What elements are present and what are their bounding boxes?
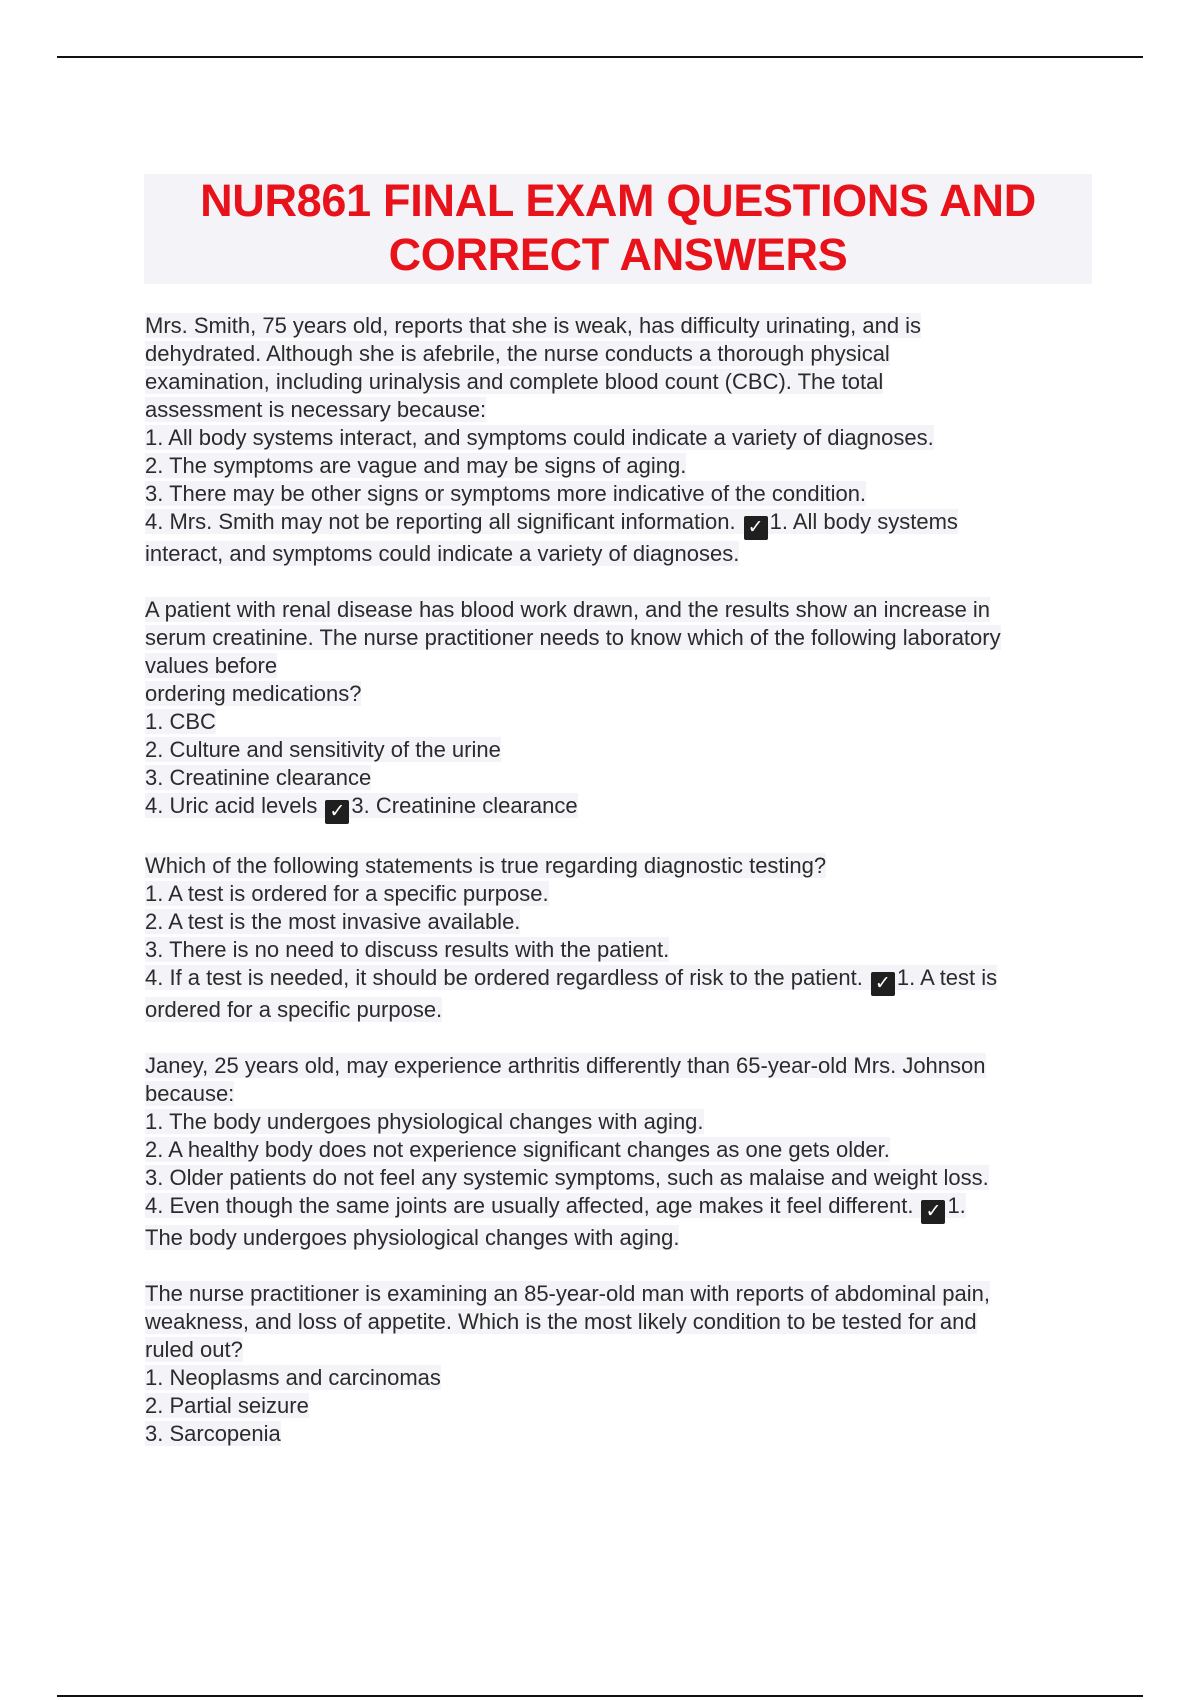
question-stem-line: A patient with renal disease has blood work drawn, and the results show an increase in <box>145 597 991 622</box>
question-stem-line: ruled out? <box>145 1337 243 1362</box>
question-stem-line: Janey, 25 years old, may experience arthritis differently than 65-year-old Mrs. Johnson <box>145 1053 986 1078</box>
bottom-divider <box>57 1695 1143 1697</box>
question-stem-line: values before <box>145 653 278 678</box>
answer-option: 3. There may be other signs or symptoms more indicative of the condition. <box>145 481 867 506</box>
correct-answer: 1. <box>947 1193 966 1218</box>
answer-option: 3. There is no need to discuss results with the patient. <box>145 937 670 962</box>
correct-answer-continued: interact, and symptoms could indicate a variety of diagnoses. <box>145 541 740 566</box>
question-stem-line: serum creatinine. The nurse practitioner needs to know which of the following laboratory <box>145 625 1001 650</box>
document-title <box>144 174 1092 284</box>
title-line-1: NUR861 FINAL EXAM QUESTIONS AND <box>200 175 1036 226</box>
question-stem-line: ordering medications? <box>145 681 362 706</box>
question-5 <box>145 1280 1100 1448</box>
question-1 <box>145 312 1100 568</box>
top-divider <box>57 56 1143 58</box>
answer-option-with-key: 4. Mrs. Smith may not be reporting all significant information. ✓ 1. All body systems <box>145 509 958 538</box>
question-stem-line: examination, including urinalysis and complete blood count (CBC). The total <box>145 369 884 394</box>
title-line-2: CORRECT ANSWERS <box>388 229 848 280</box>
answer-option: 3. Creatinine clearance <box>145 765 372 790</box>
answer-option: 1. Neoplasms and carcinomas <box>145 1365 441 1390</box>
answer-option: 3. Sarcopenia <box>145 1421 281 1446</box>
answer-option: 2. Culture and sensitivity of the urine <box>145 737 501 762</box>
checkmark-icon: ✓ <box>744 516 768 540</box>
question-3 <box>145 852 1100 1024</box>
answer-option: 2. A test is the most invasive available. <box>145 909 521 934</box>
answer-option: 2. The symptoms are vague and may be signs of aging. <box>145 453 687 478</box>
answer-option: 1. CBC <box>145 709 216 734</box>
answer-option-with-key: 4. Even though the same joints are usually affected, age makes it feel different. ✓ 1. <box>145 1193 966 1222</box>
checkmark-icon: ✓ <box>871 972 895 996</box>
correct-answer: 3. Creatinine clearance <box>351 793 578 818</box>
answer-option: 2. A healthy body does not experience significant changes as one gets older. <box>145 1137 890 1162</box>
question-stem-line: The nurse practitioner is examining an 85-year-old man with reports of abdominal pain, <box>145 1281 990 1306</box>
question-list <box>145 312 1100 1476</box>
correct-answer-continued: ordered for a specific purpose. <box>145 997 443 1022</box>
answer-option: 1. The body undergoes physiological changes with aging. <box>145 1109 704 1134</box>
question-stem-line: Mrs. Smith, 75 years old, reports that she is weak, has difficulty urinating, and is <box>145 313 922 338</box>
question-stem-line: assessment is necessary because: <box>145 397 487 422</box>
question-stem-line: Which of the following statements is true regarding diagnostic testing? <box>145 853 827 878</box>
question-4 <box>145 1052 1100 1252</box>
checkmark-icon: ✓ <box>921 1200 945 1224</box>
answer-option: 2. Partial seizure <box>145 1393 309 1418</box>
question-stem-line: because: <box>145 1081 235 1106</box>
answer-option: 1. A test is ordered for a specific purpose. <box>145 881 549 906</box>
answer-option: 3. Older patients do not feel any systemic symptoms, such as malaise and weight loss. <box>145 1165 989 1190</box>
answer-option-with-key: 4. Uric acid levels ✓ 3. Creatinine clearance <box>145 793 578 822</box>
correct-answer-continued: The body undergoes physiological changes with aging. <box>145 1225 680 1250</box>
correct-answer: 1. A test is <box>896 965 998 990</box>
checkmark-icon: ✓ <box>325 800 349 824</box>
question-2 <box>145 596 1100 824</box>
answer-option: 1. All body systems interact, and symptoms could indicate a variety of diagnoses. <box>145 425 934 450</box>
answer-option-with-key: 4. If a test is needed, it should be ordered regardless of risk to the patient. ✓ 1. A test is <box>145 965 998 994</box>
correct-answer: 1. All body systems <box>769 509 958 534</box>
question-stem-line: dehydrated. Although she is afebrile, the nurse conducts a thorough physical <box>145 341 890 366</box>
question-stem-line: weakness, and loss of appetite. Which is the most likely condition to be tested for and <box>145 1309 977 1334</box>
